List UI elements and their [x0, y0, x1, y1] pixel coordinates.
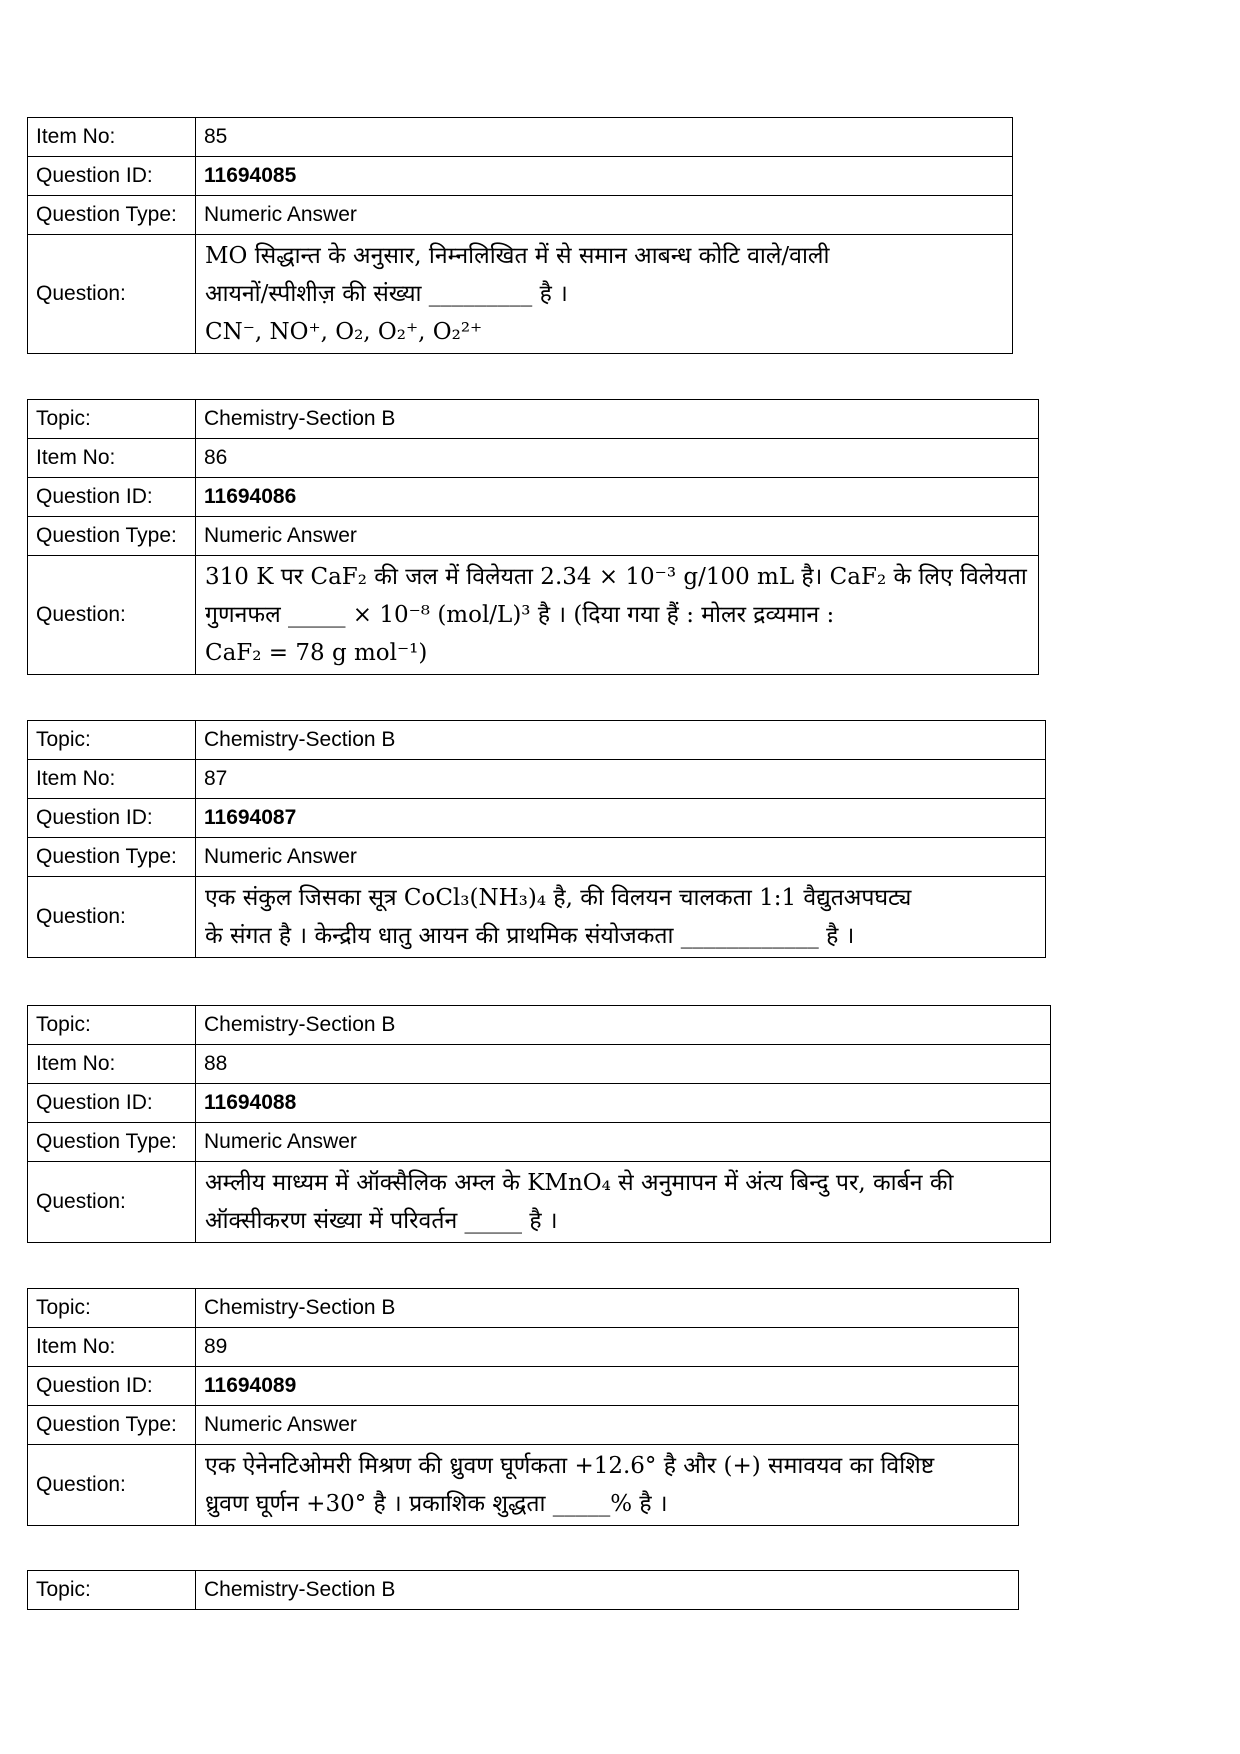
question-type-label: Question Type:: [28, 517, 196, 556]
item-no-row: [28, 118, 1013, 157]
topic-value: Chemistry-Section B: [196, 721, 1046, 760]
question-id-label: Question ID:: [28, 157, 196, 196]
topic-value: Chemistry-Section B: [196, 1006, 1051, 1045]
item-no-label: Item No:: [28, 760, 196, 799]
question-id-label: Question ID:: [28, 799, 196, 838]
topic-label: Topic:: [28, 1006, 196, 1045]
question-line: के संगत है । केन्द्रीय धातु आयन की प्राथमिक संयोजकता ____________ है ।: [205, 923, 855, 949]
question-id-label: Question ID:: [28, 478, 196, 517]
question-type-value: Numeric Answer: [196, 196, 1013, 235]
question-type-row: [28, 517, 1039, 556]
question-id-label: Question ID:: [28, 1367, 196, 1406]
question-type-label: Question Type:: [28, 1123, 196, 1162]
question-line: अम्लीय माध्यम में ऑक्सैलिक अम्ल के KMnO₄ से अनुमापन में अंत्य बिन्दु पर, कार्बन की: [205, 1170, 954, 1196]
question-id-value: 11694085: [196, 157, 1013, 196]
topic-value: Chemistry-Section B: [196, 1571, 1019, 1610]
question-row: [28, 556, 1039, 675]
question-id-value: 11694086: [196, 478, 1039, 517]
item-no-row: [28, 1328, 1019, 1367]
question-id-value: 11694088: [196, 1084, 1051, 1123]
question-type-value: Numeric Answer: [196, 517, 1039, 556]
item-no-row: [28, 760, 1046, 799]
question-line: ऑक्सीकरण संख्या में परिवर्तन _____ है ।: [205, 1208, 558, 1234]
question-line: CaF₂ = 78 g mol⁻¹): [205, 640, 428, 666]
question-type-label: Question Type:: [28, 196, 196, 235]
question-type-value: Numeric Answer: [196, 838, 1046, 877]
question-line: 310 K पर CaF₂ की जल में विलेयता 2.34 × 10⁻³ g/100 mL है। CaF₂ के लिए विलेयता: [205, 564, 1027, 590]
question-type-label: Question Type:: [28, 838, 196, 877]
question-text: [196, 1445, 1019, 1526]
topic-row: [28, 1289, 1019, 1328]
question-line: एक ऐनेनटिओमरी मिश्रण की ध्रुवण घूर्णकता +12.6° है और (+) समावयव का विशिष्ट: [205, 1453, 935, 1479]
question-type-row: [28, 196, 1013, 235]
topic-row: [28, 1006, 1051, 1045]
question-table-85: [27, 117, 1013, 354]
item-no-row: [28, 439, 1039, 478]
question-table-89: [27, 1288, 1019, 1526]
question-row: [28, 235, 1013, 354]
question-row: [28, 1162, 1051, 1243]
item-no-label: Item No:: [28, 439, 196, 478]
question-type-row: [28, 1406, 1019, 1445]
question-line: एक संकुल जिसका सूत्र CoCl₃(NH₃)₄ है, की विलयन चालकता 1:1 वैद्युतअपघट्य: [205, 885, 912, 911]
item-no-value: 87: [196, 760, 1046, 799]
question-label: Question:: [28, 556, 196, 675]
item-no-value: 85: [196, 118, 1013, 157]
question-id-row: [28, 799, 1046, 838]
question-type-row: [28, 838, 1046, 877]
item-no-value: 89: [196, 1328, 1019, 1367]
item-no-value: 88: [196, 1045, 1051, 1084]
topic-value: Chemistry-Section B: [196, 1289, 1019, 1328]
question-line: CN⁻, NO⁺, O₂, O₂⁺, O₂²⁺: [205, 319, 483, 345]
topic-label: Topic:: [28, 721, 196, 760]
question-label: Question:: [28, 235, 196, 354]
question-label: Question:: [28, 877, 196, 958]
question-id-label: Question ID:: [28, 1084, 196, 1123]
question-table-next: [27, 1570, 1019, 1610]
question-line: आयनों/स्पीशीज़ की संख्या _________ है ।: [205, 281, 568, 307]
question-id-row: [28, 478, 1039, 517]
question-id-row: [28, 1084, 1051, 1123]
question-type-row: [28, 1123, 1051, 1162]
question-label: Question:: [28, 1162, 196, 1243]
question-text: [196, 235, 1013, 354]
question-table-86: [27, 399, 1039, 675]
topic-row: [28, 1571, 1019, 1610]
question-id-row: [28, 157, 1013, 196]
topic-label: Topic:: [28, 400, 196, 439]
question-table-88: [27, 1005, 1051, 1243]
question-line: ध्रुवण घूर्णन +30° है । प्रकाशिक शुद्धता _____% है ।: [205, 1491, 668, 1517]
question-type-value: Numeric Answer: [196, 1123, 1051, 1162]
question-row: [28, 1445, 1019, 1526]
question-id-value: 11694089: [196, 1367, 1019, 1406]
question-text: [196, 877, 1046, 958]
question-line: MO सिद्धान्त के अनुसार, निम्नलिखित में से समान आबन्ध कोटि वाले/वाली: [205, 243, 830, 269]
topic-value: Chemistry-Section B: [196, 400, 1039, 439]
item-no-label: Item No:: [28, 118, 196, 157]
question-line: गुणनफल _____ × 10⁻⁸ (mol/L)³ है । (दिया गया हैं : मोलर द्रव्यमान :: [205, 602, 835, 628]
question-type-value: Numeric Answer: [196, 1406, 1019, 1445]
topic-label: Topic:: [28, 1571, 196, 1610]
question-row: [28, 877, 1046, 958]
question-type-label: Question Type:: [28, 1406, 196, 1445]
question-id-row: [28, 1367, 1019, 1406]
topic-row: [28, 721, 1046, 760]
topic-label: Topic:: [28, 1289, 196, 1328]
item-no-row: [28, 1045, 1051, 1084]
item-no-label: Item No:: [28, 1328, 196, 1367]
item-no-label: Item No:: [28, 1045, 196, 1084]
question-table-87: [27, 720, 1046, 958]
question-id-value: 11694087: [196, 799, 1046, 838]
question-label: Question:: [28, 1445, 196, 1526]
question-text: [196, 556, 1039, 675]
item-no-value: 86: [196, 439, 1039, 478]
question-text: [196, 1162, 1051, 1243]
topic-row: [28, 400, 1039, 439]
